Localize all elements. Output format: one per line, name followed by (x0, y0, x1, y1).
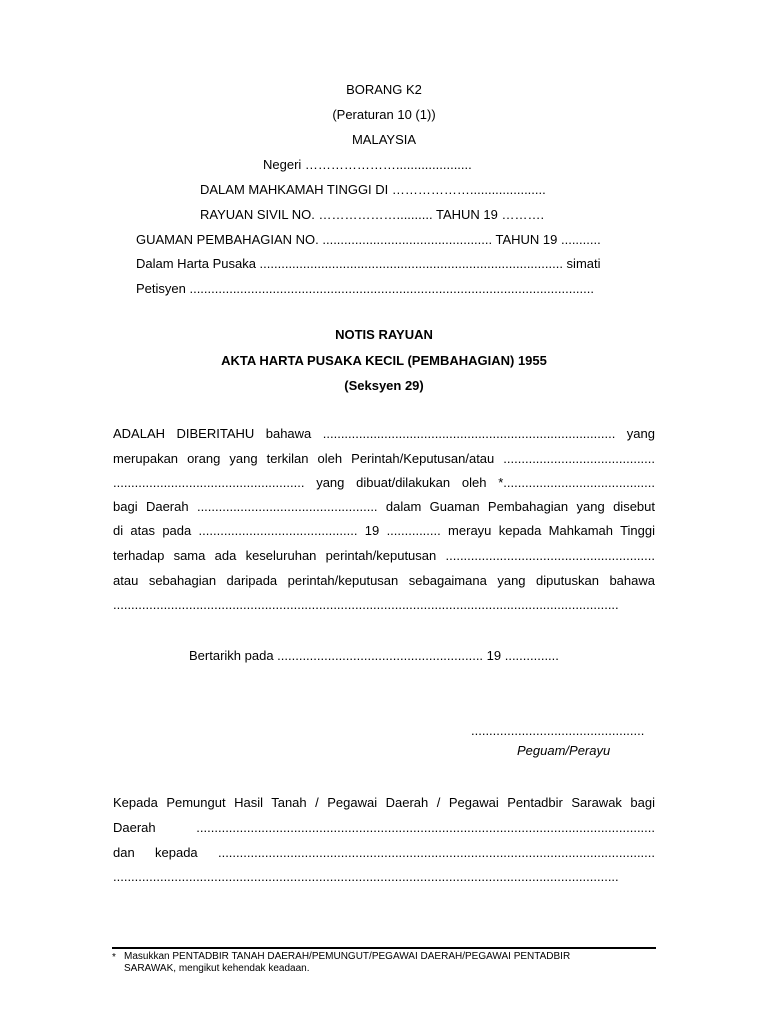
footnote-marker: * (112, 952, 116, 963)
recipient-line: dan kepada ......................................................................................................................... (113, 845, 655, 860)
body-line: di atas pada ............................................ 19 ............... merayu kepada Mahkamah Tinggi (113, 523, 655, 538)
appeal-number-field: RAYUAN SIVIL NO. ……………….......... TAHUN 19 ………. (200, 207, 545, 222)
petition-field: Petisyen ................................................................................................................ (136, 281, 594, 296)
form-title: BORANG K2 (346, 82, 422, 97)
body-line: ADALAH DIBERITAHU bahawa ................................................................................. yang (113, 426, 655, 441)
recipient-line: ............................................................................................................................................ (113, 869, 619, 884)
regulation-reference: (Peraturan 10 (1)) (332, 107, 436, 122)
body-line: bagi Daerah .................................................. dalam Guaman Pembahagian yang disebut (113, 499, 655, 514)
recipient-line: Kepada Pemungut Hasil Tanah / Pegawai Daerah / Pegawai Pentadbir Sarawak bagi (113, 795, 655, 810)
section-reference: (Seksyen 29) (344, 378, 424, 393)
country-label: MALAYSIA (351, 132, 417, 147)
distribution-number-field: GUAMAN PEMBAHAGIAN NO. ............................................... TAHUN 19 ........... (136, 232, 601, 247)
act-title: AKTA HARTA PUSAKA KECIL (PEMBAHAGIAN) 1955 (221, 353, 547, 368)
footnote-divider (112, 947, 656, 949)
footnote-text: Masukkan PENTADBIR TANAH DAERAH/PEMUNGUT/PEGAWAI DAERAH/PEGAWAI PENTADBIR (124, 951, 571, 962)
notice-title: NOTIS RAYUAN (335, 327, 433, 342)
signature-line: ................................................ (471, 723, 645, 738)
dated-field: Bertarikh pada ......................................................... 19 ............... (189, 648, 559, 663)
body-line: ............................................................................................................................................ (113, 597, 619, 612)
body-line: atau sebahagian daripada perintah/keputusan sebagaimana yang diputuskan bahawa (113, 573, 655, 588)
body-line: merupakan orang yang terkilan oleh Perintah/Keputusan/atau .......................................... (113, 451, 655, 466)
footnote-text: SARAWAK, mengikut kehendak keadaan. (124, 963, 310, 974)
signature-label: Peguam/Perayu (517, 743, 611, 758)
body-line: ..................................................... yang dibuat/dilakukan oleh *.......................................... (113, 475, 655, 490)
recipient-line: Daerah ............................................................................................................................... (113, 820, 655, 835)
court-field: DALAM MAHKAMAH TINGGI DI ………………..................... (200, 182, 546, 197)
estate-field: Dalam Harta Pusaka .................................................................................... simati (136, 256, 601, 271)
body-line: terhadap sama ada keseluruhan perintah/keputusan .......................................................... (113, 548, 655, 563)
negeri-field: Negeri …………………..................... (263, 157, 472, 172)
